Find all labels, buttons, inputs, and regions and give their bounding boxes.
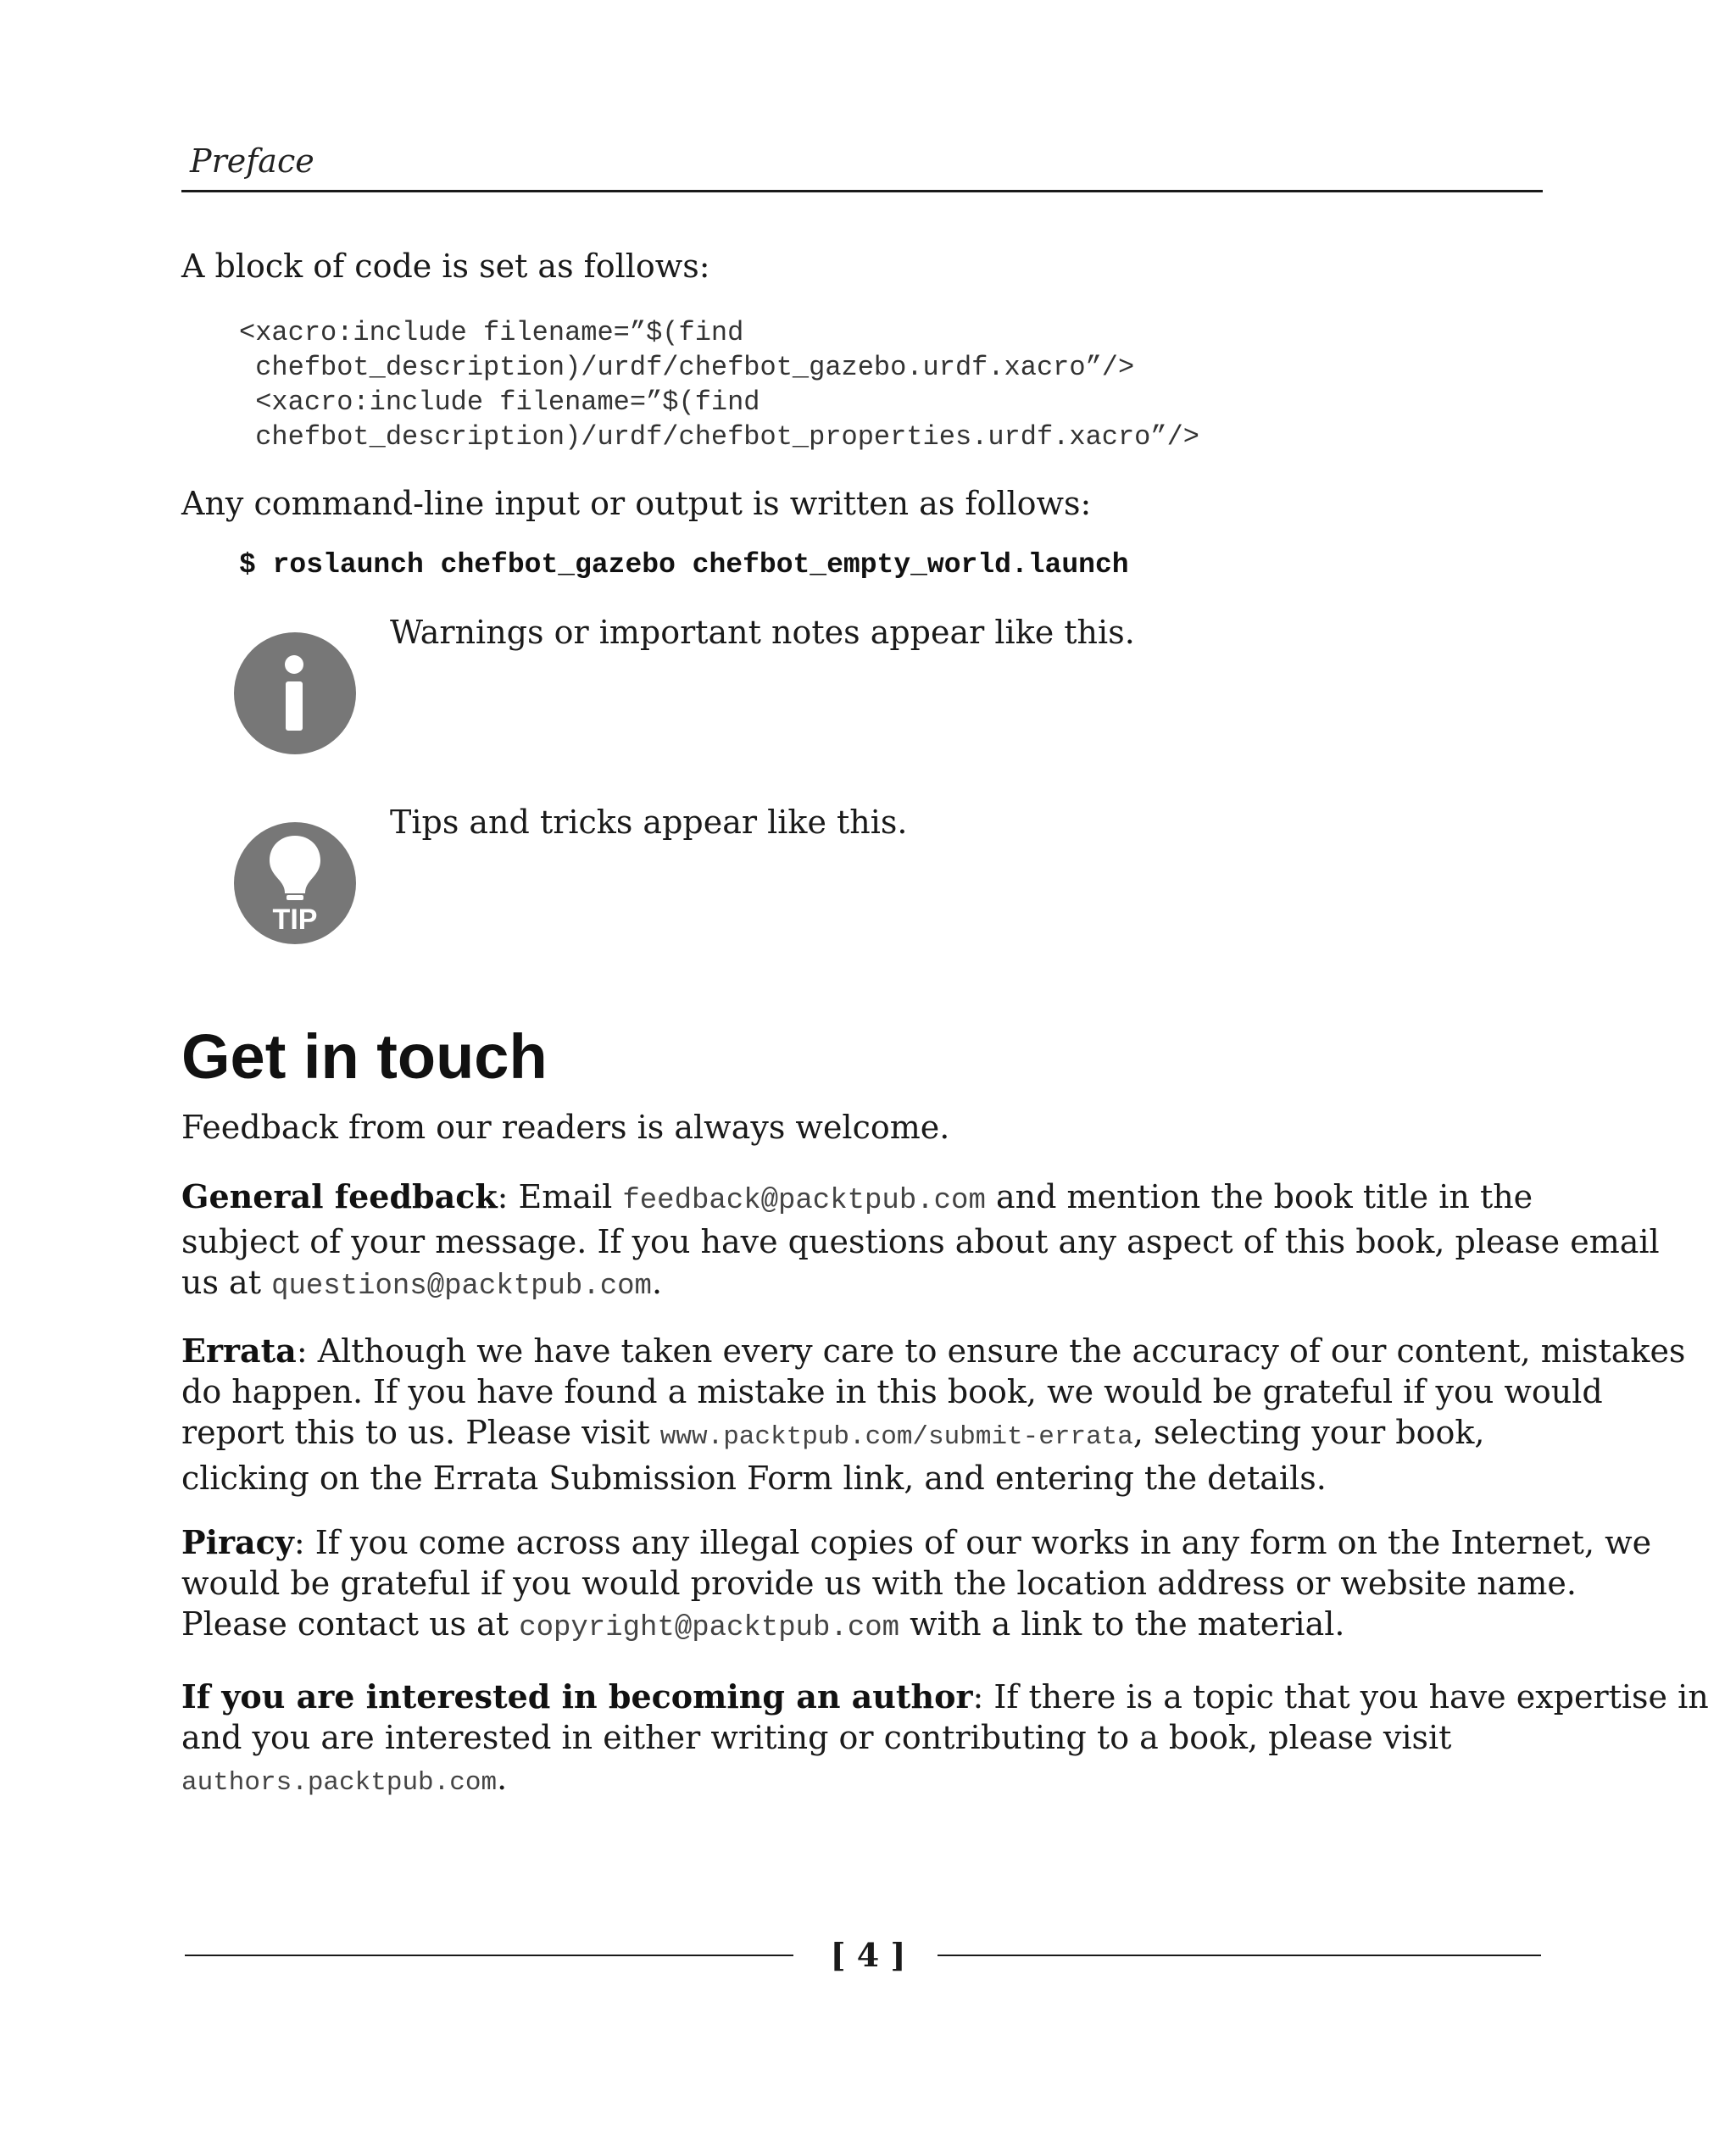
errata-label: Errata: [181, 1332, 297, 1370]
copyright-email-link[interactable]: copyright@packtpub.com: [519, 1612, 900, 1644]
tip-note-text: Tips and tricks appear like this.: [390, 804, 908, 841]
feedback-intro: Feedback from our readers is always welcome.: [181, 1109, 950, 1146]
errata-url-link[interactable]: www.packtpub.com/submit-errata: [659, 1422, 1133, 1452]
code-intro: A block of code is set as follows:: [181, 247, 710, 285]
questions-email-link[interactable]: questions@packtpub.com: [271, 1271, 652, 1303]
code-block: <xacro:include filename=”$(find chefbot_description)/urdf/chefbot_gazebo.urdf.xacro”/> <xacro:include filename=”$(find chefbot_description)/urdf/chefbot_properties.urdf.xacro”/>: [239, 317, 1199, 453]
info-icon: [234, 632, 356, 754]
general-feedback-label: General feedback: [181, 1177, 498, 1215]
piracy-paragraph: Piracy: If you come across any illegal copies of our works in any form on the Internet, we would be grateful if you would provide us with the location address or website name. Please contact us at copyright@packtpub.com with a link to the material.: [181, 1523, 1652, 1644]
footer-rule-left: [185, 1955, 793, 1956]
author-label: If you are interested in becoming an author: [181, 1677, 973, 1716]
feedback-email-link[interactable]: feedback@packtpub.com: [622, 1185, 986, 1217]
errata-paragraph: Errata: Although we have taken every care to ensure the accuracy of our content, mistakes do happen. If you have found a mistake in this book, we would be grateful if you would report this to us. Please visit www.packtpub.com/submit-errata, selecting your book, clicking on the Errata Submission Form link, and entering the details.: [181, 1332, 1686, 1497]
general-feedback-paragraph: General feedback: Email feedback@packtpub.com and mention the book title in the subject of your message. If you have questions about any aspect of this book, please email us at questions@packtpub.com.: [181, 1177, 1660, 1303]
piracy-label: Piracy: [181, 1523, 294, 1561]
authors-url-link[interactable]: authors.packtpub.com: [181, 1768, 498, 1798]
tip-icon: [234, 822, 356, 944]
command-line: $ roslaunch chefbot_gazebo chefbot_empty_world.launch: [239, 549, 1129, 581]
page-number: [ 4 ]: [830, 1936, 906, 1974]
warning-note-text: Warnings or important notes appear like this.: [390, 614, 1135, 651]
tip-badge-label: TIP: [272, 904, 318, 936]
header-rule: [181, 190, 1543, 192]
footer-rule-right: [938, 1955, 1541, 1956]
cmd-intro: Any command-line input or output is written as follows:: [181, 485, 1092, 522]
running-header: Preface: [190, 142, 314, 180]
author-paragraph: If you are interested in becoming an author: If there is a topic that you have expertise in and you are interested in either writing or contributing to a book, please visit authors.packtpub.com.: [181, 1677, 1709, 1798]
section-title: Get in touch: [181, 1021, 548, 1092]
